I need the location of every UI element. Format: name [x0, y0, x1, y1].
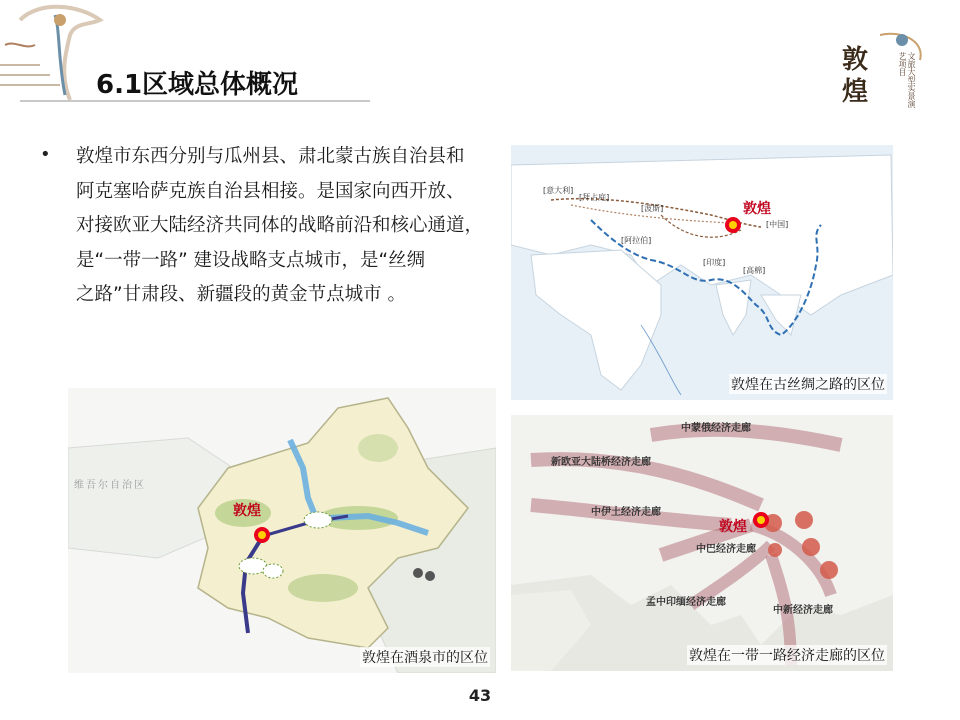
map-label: [中国]	[766, 220, 789, 229]
page-number: 43	[468, 686, 492, 705]
title-underline	[20, 100, 370, 102]
corridor-label: 中新经济走廊	[773, 605, 833, 616]
bullet-text	[76, 140, 490, 313]
corridor-map	[511, 415, 893, 671]
region-label: 维吾尔自治区	[74, 480, 146, 491]
city-label: 敦煌	[743, 201, 771, 217]
bullet-line: 是“一带一路” 建设战略支点城市，是“丝绸	[76, 249, 426, 271]
bullet-line: 之路”甘肃段、新疆段的黄金节点城市 。	[76, 284, 406, 305]
bullet-paragraph	[40, 140, 490, 313]
logo-char-1: 敦	[842, 45, 869, 75]
bullet-line: 阿克塞哈萨克族自治县相接。是国家向西开放、	[76, 180, 465, 202]
logo-subtitle: 文旅大型实景演艺项目	[898, 52, 916, 108]
bullet-marker: •	[40, 144, 51, 165]
silk-road-map	[511, 145, 893, 400]
brand-logo	[830, 30, 930, 110]
map-caption: 敦煌在古丝绸之路的区位	[729, 374, 887, 394]
bullet-line: 敦煌市东西分别与瓜州县、肃北蒙古族自治县和	[76, 146, 465, 167]
map-caption: 敦煌在一带一路经济走廊的区位	[687, 645, 887, 665]
bullet-line: 对接欧亚大陆经济共同体的战略前沿和核心通道，	[76, 215, 484, 236]
city-label: 敦煌	[719, 519, 747, 535]
map-label: [印度]	[703, 258, 726, 267]
corridor-label: 中伊土经济走廊	[591, 507, 661, 518]
page-title: 6.1区域总体概况	[96, 70, 299, 100]
map-label: [高棉]	[743, 266, 766, 275]
map-label: [拜占庭]	[579, 193, 610, 202]
map-label: [意大利]	[543, 186, 574, 195]
corridor-label: 中巴经济走廊	[696, 544, 756, 555]
corridor-label: 孟中印缅经济走廊	[646, 597, 726, 608]
corridor-label: 新欧亚大陆桥经济走廊	[551, 457, 651, 468]
city-label: 敦煌	[233, 503, 261, 519]
jiuquan-map	[68, 388, 496, 673]
map-label: [阿拉伯]	[621, 236, 652, 245]
map-label: [波斯]	[641, 204, 664, 213]
logo-char-2: 煌	[842, 77, 869, 107]
map-caption: 敦煌在酒泉市的区位	[360, 647, 490, 667]
corridor-label: 中蒙俄经济走廊	[681, 423, 751, 434]
